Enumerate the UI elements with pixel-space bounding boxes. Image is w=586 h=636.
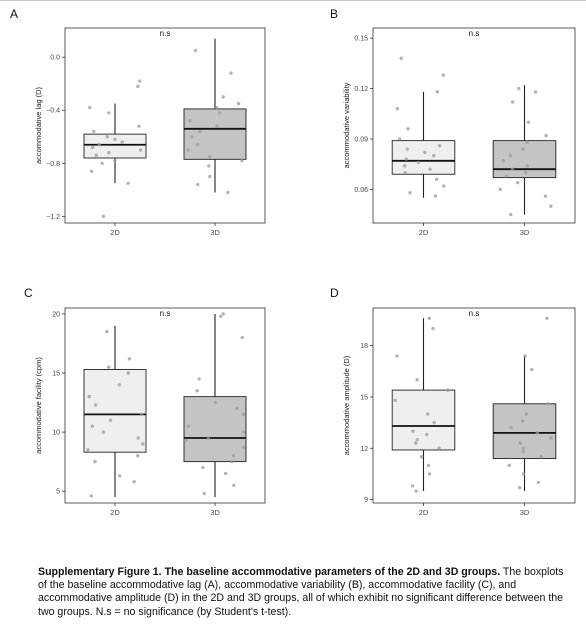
data-point-2d: [97, 143, 100, 146]
data-point-2d: [105, 330, 108, 333]
data-point-2d: [107, 151, 110, 154]
x-tick-label-2d: 2D: [418, 228, 429, 237]
data-point-3d: [196, 183, 199, 186]
data-point-3d: [524, 171, 527, 174]
y-axis-title: accommodative lag (D): [34, 86, 43, 165]
data-point-3d: [237, 102, 240, 105]
data-point-3d: [208, 175, 211, 178]
y-tick-label: 18: [360, 343, 368, 351]
data-point-3d: [215, 124, 218, 127]
data-point-2d: [423, 151, 426, 154]
data-point-3d: [184, 439, 187, 442]
x-tick-label-3d: 3D: [519, 228, 530, 237]
data-point-3d: [235, 407, 238, 410]
data-point-2d: [91, 424, 94, 427]
iqr-box-3d: [493, 404, 556, 459]
data-point-2d: [113, 138, 116, 141]
data-point-3d: [519, 441, 522, 444]
y-tick-label: 0.09: [354, 136, 368, 144]
x-tick-label-2d: 2D: [110, 508, 120, 517]
data-point-3d: [545, 317, 548, 320]
data-point-2d: [420, 455, 423, 458]
data-point-2d: [406, 127, 409, 130]
data-point-3d: [190, 135, 193, 138]
data-point-2d: [136, 454, 139, 457]
data-point-3d: [511, 168, 514, 171]
data-point-2d: [118, 474, 121, 477]
y-tick-label: 15: [360, 394, 368, 402]
significance-label: n.s: [159, 29, 171, 38]
data-point-2d: [428, 472, 431, 475]
data-point-2d: [426, 412, 429, 415]
iqr-box-3d: [184, 109, 246, 159]
data-point-3d: [218, 111, 221, 114]
data-point-3d: [188, 119, 191, 122]
y-axis-title: accommodative amplitude (D): [342, 355, 351, 456]
data-point-2d: [113, 159, 116, 162]
data-point-3d: [549, 436, 552, 439]
data-point-3d: [242, 413, 245, 416]
y-tick-label: −0.8: [46, 160, 60, 168]
y-tick-label: −0.4: [46, 107, 60, 115]
data-point-3d: [214, 401, 217, 404]
data-point-3d: [521, 419, 524, 422]
data-point-2d: [95, 154, 98, 157]
data-point-3d: [207, 436, 210, 439]
iqr-box-2d: [392, 141, 455, 175]
data-point-2d: [427, 464, 430, 467]
panel-label-d: D: [330, 286, 339, 300]
data-point-3d: [502, 159, 505, 162]
data-point-3d: [530, 368, 533, 371]
data-point-3d: [544, 194, 547, 197]
y-tick-label: 0.0: [50, 54, 60, 62]
data-point-3d: [196, 143, 199, 146]
data-point-3d: [509, 213, 512, 216]
data-point-2d: [100, 162, 103, 165]
data-point-2d: [107, 365, 110, 368]
data-point-3d: [201, 466, 204, 469]
y-tick-label: 12: [360, 445, 368, 453]
data-point-2d: [428, 317, 431, 320]
data-point-2d: [88, 106, 91, 109]
figure-caption: [38, 566, 566, 619]
data-point-2d: [442, 184, 445, 187]
data-point-3d: [215, 106, 218, 109]
data-point-3d: [194, 49, 197, 52]
data-point-2d: [408, 191, 411, 194]
panel-label-b: B: [330, 7, 339, 21]
data-point-2d: [415, 378, 418, 381]
y-tick-label: 15: [52, 370, 60, 378]
x-tick-label-2d: 2D: [418, 508, 429, 517]
y-tick-label: −1.2: [46, 213, 60, 221]
data-point-3d: [534, 90, 537, 93]
data-point-3d: [224, 472, 227, 475]
data-point-2d: [128, 357, 131, 360]
y-axis-title: accommodative facility (cpm): [34, 357, 43, 454]
y-axis-title: accommodative variability: [342, 82, 351, 169]
data-point-2d: [120, 140, 123, 143]
data-point-2d: [411, 484, 414, 487]
data-point-2d: [90, 170, 93, 173]
data-point-3d: [539, 455, 542, 458]
data-point-3d: [241, 336, 244, 339]
data-point-2d: [93, 460, 96, 463]
data-point-3d: [516, 181, 519, 184]
significance-label: n.s: [159, 309, 171, 318]
data-point-3d: [522, 447, 525, 450]
data-point-2d: [414, 489, 417, 492]
data-point-3d: [523, 354, 526, 357]
data-point-3d: [240, 159, 243, 162]
data-point-2d: [403, 164, 406, 167]
data-point-2d: [138, 79, 141, 82]
y-tick-label: 5: [56, 488, 60, 496]
data-point-2d: [140, 413, 143, 416]
data-point-3d: [518, 486, 521, 489]
data-point-2d: [90, 494, 93, 497]
data-point-3d: [186, 148, 189, 151]
data-point-2d: [395, 354, 398, 357]
data-point-3d: [521, 147, 524, 150]
data-point-2d: [436, 90, 439, 93]
data-point-2d: [92, 130, 95, 133]
data-point-2d: [435, 178, 438, 181]
data-point-2d: [428, 168, 431, 171]
y-tick-label: 20: [52, 311, 60, 319]
data-point-3d: [546, 402, 549, 405]
data-point-2d: [109, 419, 112, 422]
data-point-2d: [137, 124, 140, 127]
data-point-2d: [404, 171, 407, 174]
data-point-3d: [187, 424, 190, 427]
data-point-2d: [414, 441, 417, 444]
caption-body: The boxplots of the baseline accommodative lag (A), accommodative variability (B), accommodative facility (C), and accommodative amplitude (D) in the 2D and 3D groups, all of which exhibit no significant difference between the two groups. N.s = no significance (by Student's t-test).: [38, 566, 564, 618]
data-point-3d: [242, 430, 245, 433]
data-point-2d: [141, 442, 144, 445]
data-point-3d: [195, 389, 198, 392]
data-point-2d: [417, 161, 420, 164]
data-point-2d: [106, 135, 109, 138]
data-point-2d: [94, 403, 97, 406]
data-point-2d: [396, 107, 399, 110]
data-point-2d: [406, 147, 409, 150]
data-point-3d: [219, 315, 222, 318]
data-point-2d: [446, 388, 449, 391]
data-point-3d: [536, 431, 539, 434]
data-point-3d: [498, 188, 501, 191]
data-point-3d: [526, 164, 529, 167]
data-point-3d: [226, 191, 229, 194]
data-point-2d: [431, 327, 434, 330]
data-point-2d: [126, 182, 129, 185]
iqr-box-2d: [84, 369, 146, 452]
data-point-3d: [507, 464, 510, 467]
significance-label: n.s: [468, 309, 480, 318]
data-point-3d: [527, 120, 530, 123]
y-tick-label: 0.15: [354, 35, 368, 43]
x-tick-label-3d: 3D: [210, 228, 220, 237]
data-point-3d: [517, 87, 520, 90]
iqr-box-2d: [392, 390, 455, 450]
data-point-3d: [198, 130, 201, 133]
data-point-2d: [399, 57, 402, 60]
data-point-2d: [139, 148, 142, 151]
data-point-3d: [232, 454, 235, 457]
data-point-3d: [549, 204, 552, 207]
data-point-3d: [509, 426, 512, 429]
data-point-2d: [411, 429, 414, 432]
data-point-2d: [136, 436, 139, 439]
y-tick-label: 0.12: [354, 86, 368, 94]
data-point-2d: [393, 399, 396, 402]
data-point-2d: [442, 73, 445, 76]
data-point-2d: [398, 137, 401, 140]
data-point-2d: [132, 480, 135, 483]
data-point-2d: [91, 146, 94, 149]
data-point-3d: [229, 71, 232, 74]
data-point-3d: [232, 484, 235, 487]
data-point-3d: [509, 154, 512, 157]
data-point-2d: [86, 448, 89, 451]
data-point-3d: [222, 312, 225, 315]
data-point-2d: [437, 447, 440, 450]
data-point-3d: [522, 450, 525, 453]
caption-title: Supplementary Figure 1. The baseline accommodative parameters of the 2D and 3D groups.: [38, 566, 501, 578]
data-point-3d: [511, 100, 514, 103]
data-point-2d: [416, 438, 419, 441]
data-point-2d: [136, 85, 139, 88]
data-point-2d: [425, 433, 428, 436]
data-point-2d: [432, 421, 435, 424]
iqr-box-3d: [184, 397, 246, 462]
panel-label-c: C: [24, 286, 33, 300]
data-point-2d: [405, 157, 408, 160]
plot-frame-b: [373, 28, 575, 223]
data-point-2d: [102, 215, 105, 218]
data-point-2d: [434, 194, 437, 197]
data-point-3d: [207, 164, 210, 167]
y-tick-label: 9: [364, 497, 368, 505]
data-point-2d: [102, 430, 105, 433]
data-point-3d: [525, 141, 528, 144]
y-tick-label: 0.06: [354, 186, 368, 194]
data-point-2d: [438, 144, 441, 147]
x-tick-label-2d: 2D: [110, 228, 120, 237]
data-point-2d: [118, 383, 121, 386]
data-point-2d: [127, 371, 130, 374]
data-point-3d: [525, 412, 528, 415]
data-point-2d: [432, 154, 435, 157]
data-point-3d: [505, 174, 508, 177]
data-point-3d: [544, 134, 547, 137]
data-point-3d: [537, 481, 540, 484]
significance-label: n.s: [468, 29, 480, 38]
data-point-3d: [197, 377, 200, 380]
data-point-3d: [230, 460, 233, 463]
data-point-2d: [88, 395, 91, 398]
data-point-3d: [203, 492, 206, 495]
data-point-2d: [107, 111, 110, 114]
x-tick-label-3d: 3D: [210, 508, 220, 517]
data-point-3d: [208, 155, 211, 158]
panel-label-a: A: [10, 7, 19, 21]
data-point-3d: [222, 95, 225, 98]
data-point-3d: [242, 446, 245, 449]
y-tick-label: 10: [52, 429, 60, 437]
x-tick-label-3d: 3D: [519, 508, 530, 517]
data-point-3d: [522, 472, 525, 475]
